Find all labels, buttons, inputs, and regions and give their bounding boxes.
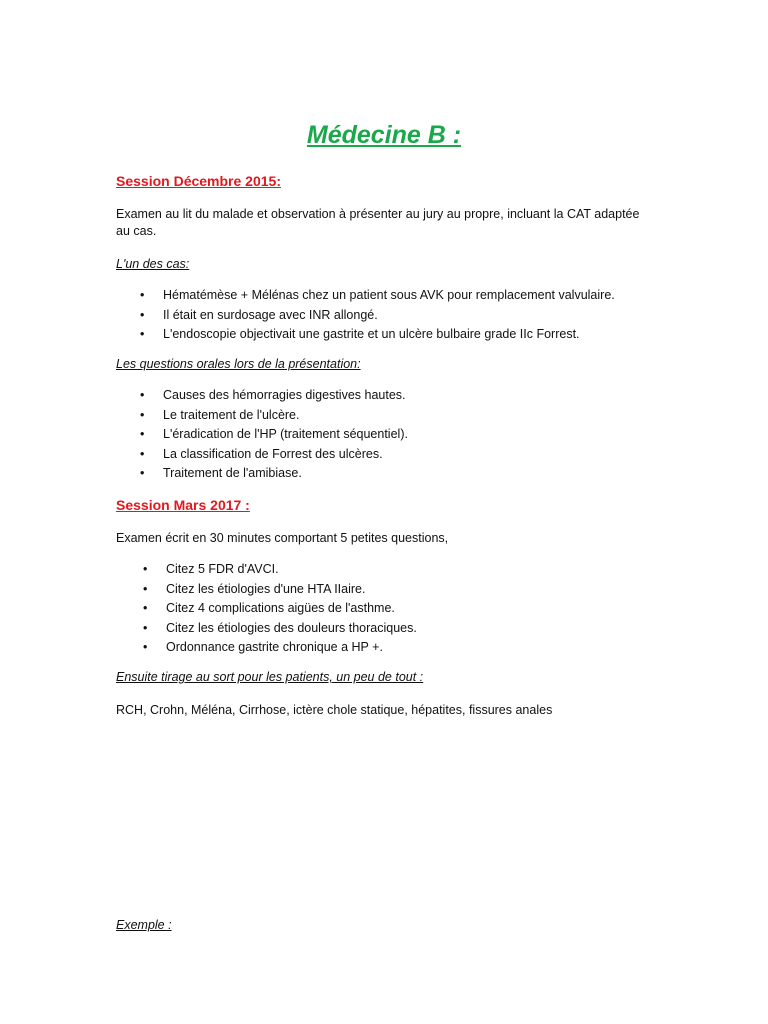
bullet-icon: • bbox=[140, 446, 145, 461]
written-questions-list bbox=[143, 561, 417, 659]
bullet-icon: • bbox=[143, 562, 148, 576]
case-list bbox=[140, 287, 615, 346]
page-title: Médecine B : bbox=[306, 121, 462, 149]
list-item: • Traitement de l'amibiase. bbox=[140, 466, 302, 480]
session-december-2015-heading: Session Décembre 2015: bbox=[116, 173, 281, 189]
bullet-icon: • bbox=[143, 581, 148, 596]
example-label: Exemple : bbox=[116, 918, 172, 932]
oral-questions-list bbox=[140, 387, 408, 485]
questions-label: Les questions orales lors de la présentation: bbox=[116, 357, 361, 371]
bullet-icon: • bbox=[140, 407, 145, 422]
bullet-icon: • bbox=[140, 388, 145, 402]
list-item: • Ordonnance gastrite chronique a HP +. bbox=[143, 640, 383, 654]
list-item: • La classification de Forrest des ulcères. bbox=[140, 446, 383, 461]
list-item: • Hématémèse + Mélénas chez un patient sous AVK pour remplacement valvulaire. bbox=[140, 288, 615, 302]
draw-label: Ensuite tirage au sort pour les patients, un peu de tout : bbox=[116, 670, 424, 684]
bullet-icon: • bbox=[140, 466, 145, 480]
bullet-icon: • bbox=[143, 620, 148, 635]
session-march-2017-heading: Session Mars 2017 : bbox=[116, 497, 250, 513]
list-item: • Le traitement de l'ulcère. bbox=[140, 407, 300, 422]
list-item: • Citez les étiologies des douleurs thoraciques. bbox=[143, 620, 417, 635]
list-item: • L'éradication de l'HP (traitement séquentiel). bbox=[140, 427, 408, 441]
case-label: L'un des cas: bbox=[116, 257, 190, 271]
session1-intro: Examen au lit du malade et observation à présenter au jury au propre, incluant la CAT adaptée au cas. bbox=[116, 207, 640, 238]
bullet-icon: • bbox=[140, 427, 145, 441]
bullet-icon: • bbox=[143, 640, 148, 654]
list-item: • Citez 4 complications aigües de l'asthme. bbox=[143, 601, 395, 615]
patients-line: RCH, Crohn, Méléna, Cirrhose, ictère chole statique, hépatites, fissures anales bbox=[116, 703, 553, 717]
list-item: • Il était en surdosage avec INR allongé. bbox=[140, 307, 378, 322]
bullet-icon: • bbox=[143, 601, 148, 615]
bullet-icon: • bbox=[140, 288, 145, 302]
bullet-icon: • bbox=[140, 307, 145, 322]
bullet-icon: • bbox=[140, 327, 145, 341]
session2-intro: Examen écrit en 30 minutes comportant 5 petites questions, bbox=[116, 531, 449, 545]
list-item: • Citez 5 FDR d'AVCI. bbox=[143, 562, 279, 576]
list-item: • Causes des hémorragies digestives hautes. bbox=[140, 388, 406, 402]
list-item: • L'endoscopie objectivait une gastrite et un ulcère bulbaire grade IIc Forrest. bbox=[140, 327, 580, 341]
list-item: • Citez les étiologies d'une HTA IIaire. bbox=[143, 581, 366, 596]
